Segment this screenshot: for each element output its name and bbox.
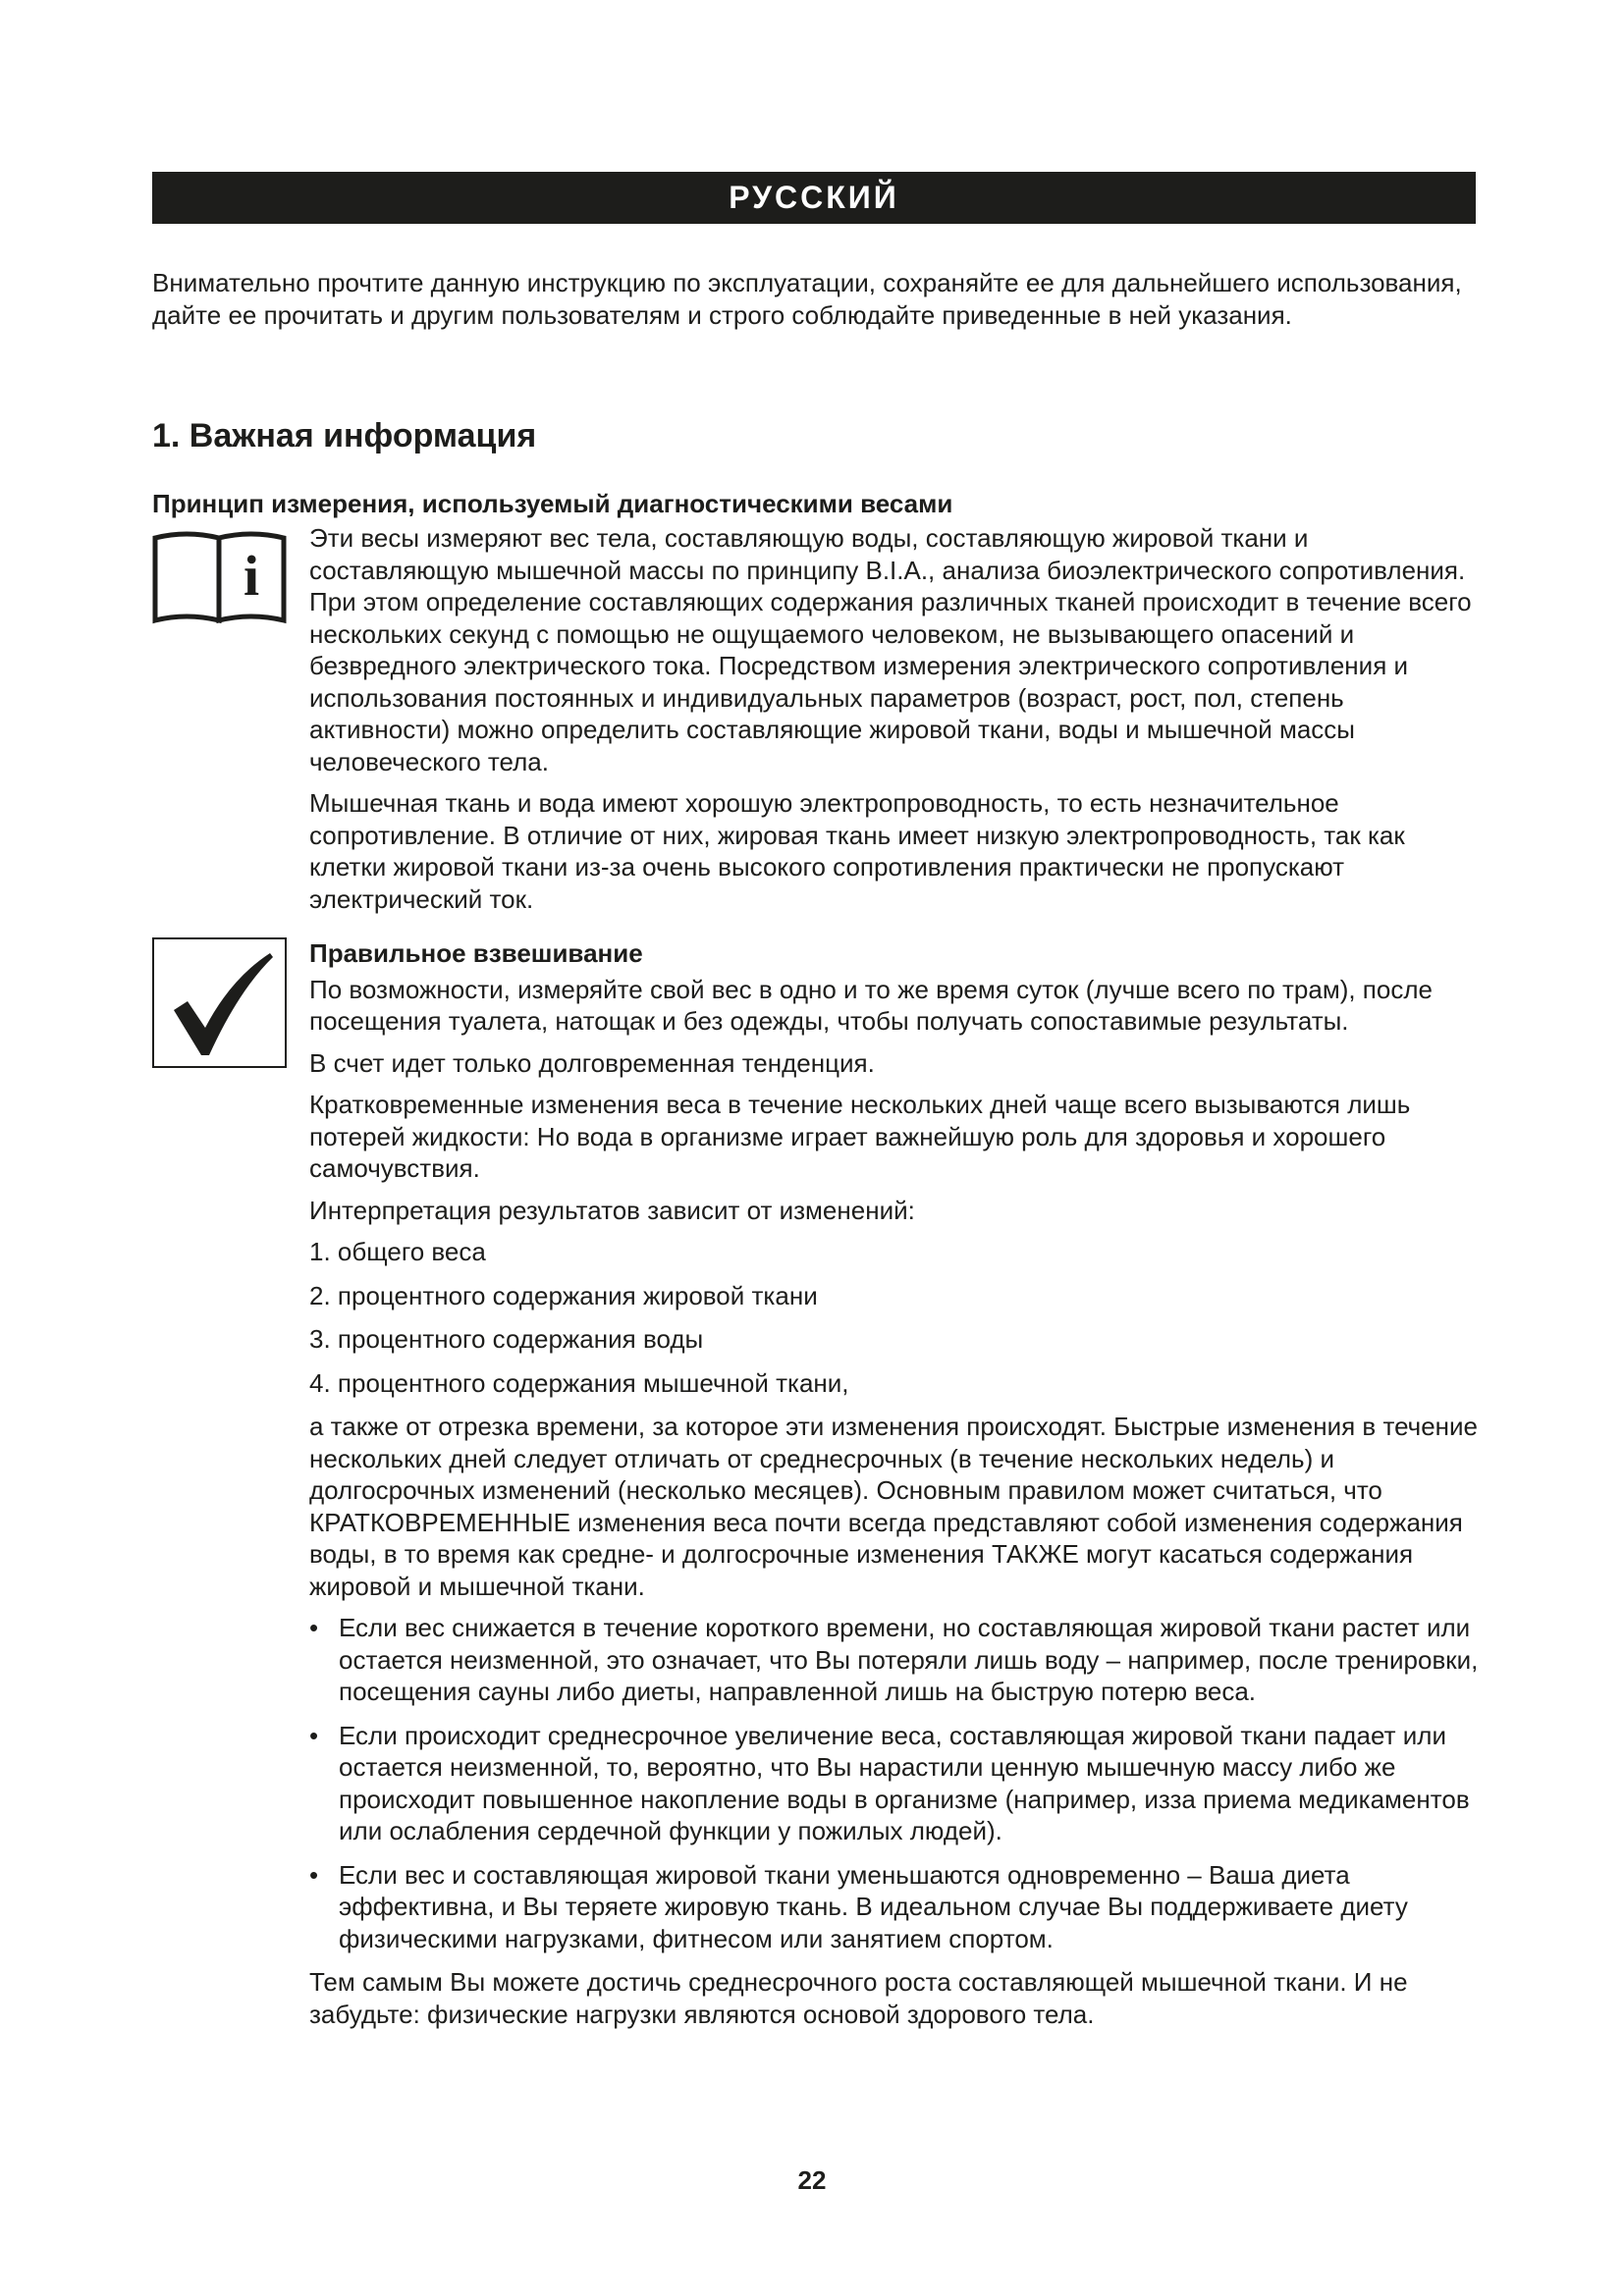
list-item: 2. процентного содержания жировой ткани <box>309 1280 818 1310</box>
bullet-item: • Если происходит среднесрочное увеличение веса, составляющая жировой ткани падает или остается неизменной, то, вероятно, что Вы нарастили ценную мышечную массу либо же происходит повышенное накопление воды в организме (например, изза приема медикаментов или ослабления сердечной функции у пожилых людей). <box>309 1720 1488 1847</box>
page-number: 22 <box>797 2165 827 2195</box>
weighing-paragraph: В счет идет только долговременная тенденция. <box>309 1047 875 1078</box>
weighing-paragraph: Интерпретация результатов зависит от изменений: <box>309 1195 915 1225</box>
weighing-heading: Правильное взвешивание <box>309 938 643 968</box>
weighing-text <box>309 937 1488 2040</box>
weighing-paragraph: По возможности, измеряйте свой вес в одно и то же время суток (лучше всего по трам), после посещения туалета, натощак и без одежды, чтобы получать сопоставимые результаты. <box>309 974 1433 1036</box>
measurement-heading: Принцип измерения, используемый диагностическими весами <box>152 489 953 518</box>
measurement-paragraph: Эти весы измеряют вес тела, составляющую воды, составляющую жировой ткани и составляющую мышечной массы по принципу B.I.A., анализа биоэлектрического сопротивления. При этом определение составляющих содержания различных тканей происходит в течение всего нескольких секунд с помощью не ощущаемого человеком, не вызывающего опасений и безвредного электрического тока. Посредством измерения электрического сопротивления и использования постоянных и индивидуальных параметров (возраст, рост, пол, степень активности) можно определить составляющие жировой ткани, воды и мышечной массы человеческого тела. <box>309 523 1472 776</box>
bullet-item: • Если вес и составляющая жировой ткани уменьшаются одновременно – Ваша диета эффективна, и Вы теряете жировую ткань. В идеальном случае Вы поддерживаете диету физическими нагрузками, фитнесом или занятием спортом. <box>309 1859 1488 1955</box>
interpretation-bullets <box>309 1612 1488 1954</box>
factors-list <box>309 1236 1488 1399</box>
language-header-bar <box>152 172 1476 224</box>
list-item: 4. процентного содержания мышечной ткани, <box>309 1367 849 1398</box>
weighing-paragraph: Тем самым Вы можете достичь среднесрочного роста составляющей мышечной ткани. И не забудьте: физические нагрузки являются основой здорового тела. <box>309 1967 1408 2029</box>
info-book-icon <box>152 530 287 624</box>
list-item: 3. процентного содержания воды <box>309 1324 704 1354</box>
intro-paragraph: Внимательно прочтите данную инструкцию по эксплуатации, сохраняйте ее для дальнейшего использования, дайте ее прочитать и другим пользователям и строго соблюдайте приведенные в ней указания. <box>152 268 1462 330</box>
checkmark-icon <box>152 937 287 1068</box>
weighing-paragraph: а также от отрезка времени, за которое эти изменения происходят. Быстрые изменения в течение нескольких дней следует отличать от среднесрочных (в течение нескольких недель) и долгосрочных изменений (несколько месяцев). Основным правилом может считаться, что КРАТКОВРЕМЕННЫЕ изменения веса почти всегда представляют собой изменения содержания воды, в то время как средне- и долгосрочные изменения ТАКЖЕ могут касаться содержания жировой и мышечной ткани. <box>309 1412 1479 1601</box>
measurement-paragraph: Мышечная ткань и вода имеют хорошую электропроводность, то есть незначительное сопротивление. В отличие от них, жировая ткань имеет низкую электропроводность, так как клетки жировой ткани из-за очень высокого сопротивления практически не пропускают электрический ток. <box>309 788 1405 914</box>
bullet-item: • Если вес снижается в течение короткого времени, но составляющая жировой ткани растет или остается неизменной, это означает, что Вы потеряли лишь воду – например, после тренировки, посещения сауны либо диеты, направленной лишь на быструю потерю веса. <box>309 1612 1488 1708</box>
language-title: РУССКИЙ <box>729 180 899 215</box>
list-item: 1. общего веса <box>309 1237 486 1266</box>
measurement-text <box>309 522 1488 925</box>
svg-text:i: i <box>243 544 260 608</box>
weighing-paragraph: Кратковременные изменения веса в течение нескольких дней чаще всего вызываются лишь потерей жидкости: Но вода в организме играет важнейшую роль для здоровья и хорошего самочувствия. <box>309 1090 1411 1183</box>
section-title: 1. Важная информация <box>152 417 537 454</box>
